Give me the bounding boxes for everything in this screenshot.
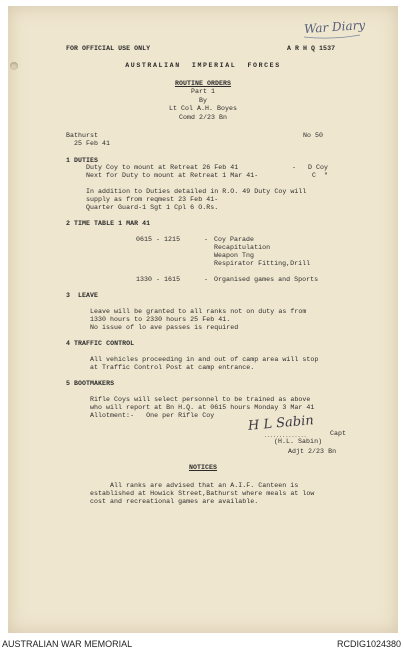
notices-heading: NOTICES xyxy=(188,464,218,471)
duties-line-2: Next for Duty to mount at Retreat 1 Mar 41- xyxy=(86,172,259,179)
bootmakers-line-1: Rifle Coys will select personnel to be trained as above xyxy=(90,396,311,403)
notices-line-3: cost and recreational games are available. xyxy=(90,498,259,505)
document-part: Part 1 xyxy=(190,88,216,95)
signature-name: (H.L. Sabin) xyxy=(274,438,323,445)
handwritten-signature: H L Sabin xyxy=(247,413,315,434)
footer-record-id: RCDIG1024380 xyxy=(336,639,401,649)
classification: FOR OFFICIAL USE ONLY xyxy=(66,45,151,52)
time-item-5: Organised games and Sports xyxy=(214,276,319,283)
signature-rank: Capt xyxy=(330,430,347,437)
footer-archive-name: AUSTRALIAN WAR MEMORIAL xyxy=(2,639,133,649)
leave-line-1: Leave will be granted to all ranks not on duty as from xyxy=(90,308,307,315)
duties-paragraph-3: Quarter Guard-1 Sgt 1 Cpl 6 O.Rs. xyxy=(86,204,219,211)
notices-line-1: All ranks are advised that an A.I.F. Canteen is xyxy=(110,482,299,489)
time-item-1: Coy Parade xyxy=(214,236,255,243)
note-underline xyxy=(302,34,362,40)
command: Comd 2/23 Bn xyxy=(178,114,228,121)
time-slot-2: 1330 - 1615 xyxy=(136,276,181,283)
duties-line-1: Duty Coy to mount at Retreat 26 Feb 41 xyxy=(86,164,239,171)
leave-line-2: 1330 hours to 2330 hours 25 Feb 41. xyxy=(90,316,231,323)
time-item-3: Weapon Tng xyxy=(214,252,255,259)
handwritten-note: War Diary xyxy=(303,17,366,37)
duties-line-1-value: - D Coy xyxy=(292,164,329,171)
signature-dotted-line: .............. xyxy=(264,433,307,439)
time-slot-2-dash: - xyxy=(204,276,209,283)
date: 25 Feb 41 xyxy=(74,140,111,147)
time-slot-1: 0615 - 1215 xyxy=(136,236,181,243)
document-title: ROUTINE ORDERS xyxy=(174,80,232,87)
document-page xyxy=(8,6,398,633)
force-title: AUSTRALIAN IMPERIAL FORCES xyxy=(125,62,281,69)
section-heading-time-table: 2 TIME TABLE 1 MAR 41 xyxy=(66,220,151,227)
duties-paragraph-2: supply as from reqmest 23 Feb 41- xyxy=(86,196,219,203)
place: Bathurst xyxy=(66,132,99,139)
duties-paragraph-1: In addition to Duties detailed in R.O. 49 Duty Coy will xyxy=(86,188,307,195)
reference: A R H Q 1537 xyxy=(287,45,336,52)
commander: Lt Col A.H. Boyes xyxy=(168,105,238,112)
signature-appointment: Adjt 2/23 Bn xyxy=(288,448,337,455)
section-heading-traffic-control: 4 TRAFFIC CONTROL xyxy=(66,340,135,347)
traffic-line-2: at Traffic Control Post at camp entrance. xyxy=(90,364,255,371)
notices-line-2: established at Howick Street,Bathurst where meals at low xyxy=(90,490,315,497)
section-heading-bootmakers: 5 BOOTMAKERS xyxy=(66,380,115,387)
bootmakers-line-2: who will report at Bn H.Q. at 0615 hours Monday 3 Mar 41 xyxy=(90,404,315,411)
bootmakers-line-3: Allotment:- One per Rifle Coy xyxy=(90,412,215,419)
time-slot-1-dash: - xyxy=(204,236,209,243)
duties-line-2-value: C " xyxy=(312,172,329,179)
time-item-4: Respirator Fitting,Drill xyxy=(214,260,311,267)
section-heading-leave: 3 LEAVE xyxy=(66,292,99,299)
traffic-line-1: All vehicles proceeding in and out of camp area will stop xyxy=(90,356,319,363)
leave-line-3: No issue of lo ave passes is required xyxy=(90,324,239,331)
archive-footer xyxy=(0,635,404,653)
by-label: By xyxy=(198,97,207,104)
order-number: No 50 xyxy=(303,132,324,139)
time-item-2: Recapitulation xyxy=(214,244,271,251)
section-heading-duties: 1 DUTIES xyxy=(66,157,99,164)
